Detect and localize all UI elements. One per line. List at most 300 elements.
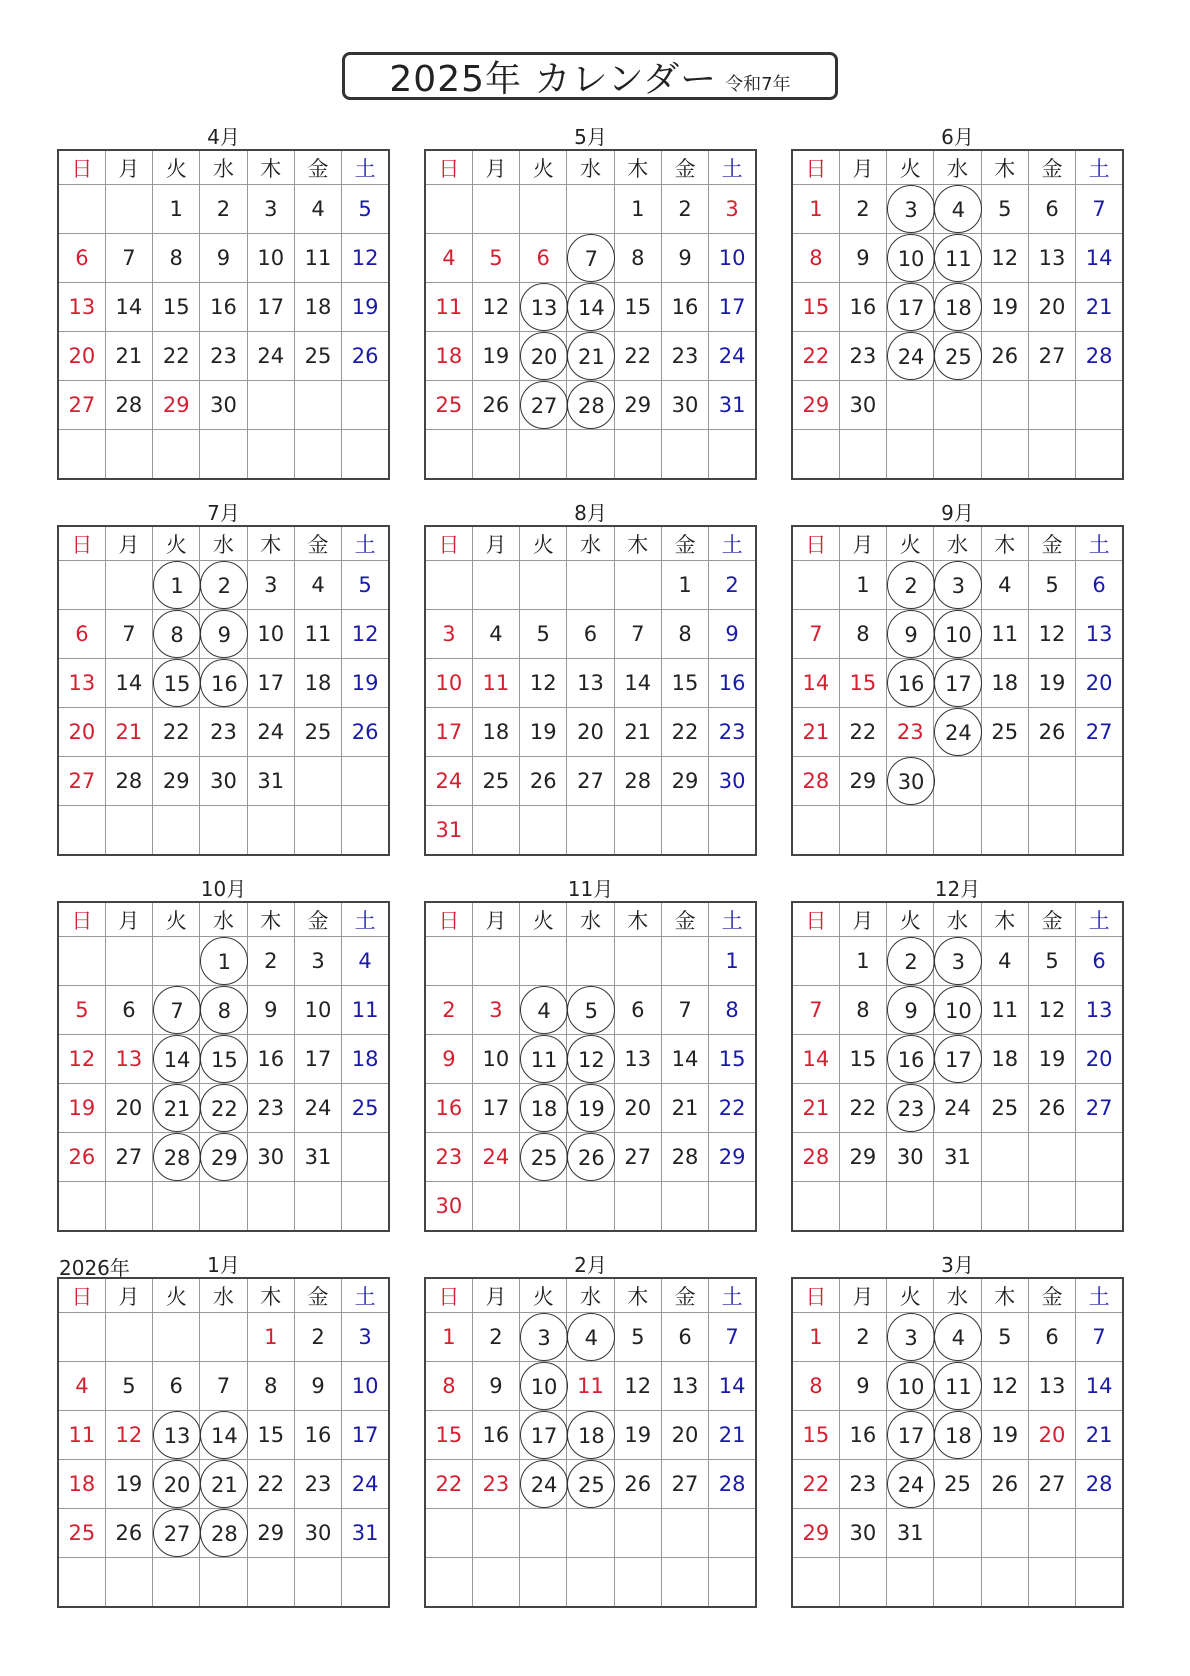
day-number: 18 (991, 671, 1019, 695)
day-number: 1 (809, 197, 823, 221)
day-cell (661, 1362, 708, 1411)
day-cell (520, 806, 567, 856)
day-cell (58, 1362, 105, 1411)
day-number: 25 (304, 344, 332, 368)
week-row (792, 937, 1123, 986)
month-label: 7月 (207, 501, 240, 525)
circled-day-number: 28 (200, 1509, 248, 1557)
day-number: 3 (264, 197, 278, 221)
weekday-header: 日 (58, 526, 105, 561)
circled-day-number: 28 (153, 1133, 201, 1181)
day-cell (839, 1558, 886, 1608)
weekday-header: 木 (981, 150, 1028, 185)
day-cell (520, 430, 567, 480)
month-table (57, 525, 390, 856)
day-number: 26 (351, 720, 379, 744)
circled-day-number: 2 (200, 561, 248, 609)
day-number: 10 (304, 998, 332, 1022)
day-cell (425, 1133, 472, 1182)
circled-day-number: 21 (567, 332, 615, 380)
day-cell (247, 1460, 294, 1509)
day-cell (1076, 708, 1123, 757)
month-label: 8月 (574, 501, 607, 525)
day-cell (934, 1558, 981, 1608)
day-cell (839, 708, 886, 757)
month-calendar (424, 877, 757, 1232)
day-cell (247, 757, 294, 806)
day-cell (200, 986, 247, 1035)
day-cell (661, 1084, 708, 1133)
day-cell (1028, 1558, 1075, 1608)
day-number: 14 (115, 295, 143, 319)
circled-day-number: 11 (934, 1362, 982, 1410)
weekday-header: 月 (839, 902, 886, 937)
weekday-header: 金 (1028, 1278, 1075, 1313)
day-number: 8 (856, 998, 870, 1022)
day-cell (1076, 1411, 1123, 1460)
weekday-header: 金 (294, 1278, 341, 1313)
day-cell (247, 1313, 294, 1362)
day-number: 22 (718, 1096, 746, 1120)
circled-day-number: 11 (934, 234, 982, 282)
day-number: 29 (162, 769, 190, 793)
day-cell (1028, 1362, 1075, 1411)
circled-day-number: 17 (934, 659, 982, 707)
day-cell (661, 283, 708, 332)
day-cell (567, 1035, 614, 1084)
day-number: 13 (577, 671, 604, 695)
week-row (425, 1133, 756, 1182)
day-number: 14 (718, 1374, 746, 1398)
day-cell (200, 1035, 247, 1084)
weekday-header: 水 (200, 526, 247, 561)
weekday-header: 土 (709, 1278, 756, 1313)
day-cell (58, 283, 105, 332)
day-number: 11 (68, 1423, 96, 1447)
day-number: 5 (536, 622, 550, 646)
day-number: 20 (577, 720, 604, 744)
day-number: 12 (624, 1374, 652, 1398)
day-number: 8 (809, 246, 823, 270)
day-number: 28 (1085, 1472, 1113, 1496)
day-cell (105, 561, 152, 610)
day-cell (425, 1182, 472, 1232)
day-cell (934, 806, 981, 856)
day-number: 4 (358, 949, 372, 973)
month-label: 1月 (207, 1253, 240, 1277)
weekday-header: 火 (887, 150, 934, 185)
day-cell (981, 1362, 1028, 1411)
day-number: 4 (442, 246, 456, 270)
day-cell (200, 1558, 247, 1608)
day-number: 13 (624, 1047, 652, 1071)
day-number: 9 (725, 622, 739, 646)
day-cell (934, 1182, 981, 1232)
day-cell (934, 1133, 981, 1182)
circled-day-number: 2 (887, 561, 935, 609)
day-cell (661, 806, 708, 856)
day-number: 30 (210, 393, 237, 417)
day-cell (105, 1558, 152, 1608)
day-number: 30 (849, 393, 877, 417)
day-number: 15 (718, 1047, 746, 1071)
day-cell (709, 1558, 756, 1608)
day-cell (294, 1035, 341, 1084)
day-number: 25 (435, 393, 463, 417)
day-number: 1 (264, 1325, 278, 1349)
day-cell (1028, 332, 1075, 381)
day-number: 26 (1038, 720, 1066, 744)
day-number: 24 (257, 720, 285, 744)
day-cell (294, 430, 341, 480)
day-cell (425, 986, 472, 1035)
week-row (58, 1313, 389, 1362)
day-number: 28 (115, 393, 143, 417)
day-cell (839, 283, 886, 332)
day-cell (567, 283, 614, 332)
day-number: 9 (489, 1374, 503, 1398)
day-cell (153, 1133, 200, 1182)
day-cell (200, 1313, 247, 1362)
day-cell (472, 1362, 519, 1411)
day-number: 18 (435, 344, 463, 368)
weekday-header-row (58, 526, 389, 561)
week-row (792, 1035, 1123, 1084)
day-cell (520, 708, 567, 757)
week-row (425, 381, 756, 430)
day-cell (887, 1460, 934, 1509)
weekday-header: 金 (661, 1278, 708, 1313)
weekday-header: 火 (887, 902, 934, 937)
day-number: 6 (1045, 1325, 1059, 1349)
day-cell (294, 381, 341, 430)
circled-day-number: 1 (153, 561, 201, 609)
day-number: 16 (671, 295, 699, 319)
day-number: 8 (725, 998, 739, 1022)
day-number: 30 (896, 1145, 924, 1169)
circled-day-number: 17 (887, 1411, 935, 1459)
day-number: 18 (304, 295, 332, 319)
day-cell (105, 234, 152, 283)
week-row (792, 1509, 1123, 1558)
day-number: 31 (896, 1521, 924, 1545)
weekday-header: 木 (981, 526, 1028, 561)
day-cell (200, 937, 247, 986)
circled-day-number: 9 (887, 986, 935, 1034)
weekday-header-row (425, 1278, 756, 1313)
day-number: 5 (489, 246, 503, 270)
day-cell (661, 234, 708, 283)
day-cell (294, 610, 341, 659)
day-cell (1076, 659, 1123, 708)
day-cell (294, 1509, 341, 1558)
day-cell (520, 1035, 567, 1084)
month-calendar (57, 1253, 390, 1608)
week-row (792, 283, 1123, 332)
day-cell (981, 986, 1028, 1035)
day-number: 13 (68, 671, 96, 695)
day-cell (792, 708, 839, 757)
day-cell (981, 757, 1028, 806)
day-cell (567, 757, 614, 806)
week-row (425, 1460, 756, 1509)
day-cell (200, 806, 247, 856)
day-number: 7 (122, 622, 136, 646)
day-cell (934, 1362, 981, 1411)
weekday-header: 火 (520, 526, 567, 561)
day-cell (1076, 937, 1123, 986)
month-label: 10月 (200, 877, 247, 901)
day-cell (105, 806, 152, 856)
day-cell (520, 1362, 567, 1411)
day-cell (792, 185, 839, 234)
day-cell (839, 1133, 886, 1182)
day-cell (294, 1133, 341, 1182)
day-cell (105, 430, 152, 480)
day-cell (247, 430, 294, 480)
month-calendar (424, 1253, 757, 1608)
weekday-header: 火 (520, 902, 567, 937)
circled-day-number: 1 (200, 937, 248, 985)
day-cell (567, 1133, 614, 1182)
day-cell (58, 1084, 105, 1133)
day-cell (887, 561, 934, 610)
day-cell (792, 659, 839, 708)
day-cell (887, 937, 934, 986)
day-cell (567, 430, 614, 480)
day-number: 2 (489, 1325, 503, 1349)
day-cell (425, 659, 472, 708)
day-number: 8 (631, 246, 645, 270)
day-number: 5 (1045, 949, 1059, 973)
day-cell (247, 1182, 294, 1232)
day-cell (105, 1035, 152, 1084)
month-calendar (791, 877, 1124, 1232)
day-cell (934, 610, 981, 659)
day-cell (661, 986, 708, 1035)
day-cell (425, 430, 472, 480)
day-number: 12 (991, 1374, 1019, 1398)
circled-day-number: 8 (200, 986, 248, 1034)
day-number: 30 (304, 1521, 332, 1545)
week-row (58, 1460, 389, 1509)
day-cell (425, 1084, 472, 1133)
circled-day-number: 21 (200, 1460, 248, 1508)
day-cell (472, 708, 519, 757)
day-cell (614, 708, 661, 757)
day-cell (342, 1509, 389, 1558)
day-number: 21 (671, 1096, 699, 1120)
day-cell (1076, 1035, 1123, 1084)
day-number: 18 (351, 1047, 379, 1071)
week-row (425, 234, 756, 283)
day-cell (1028, 659, 1075, 708)
week-row (58, 659, 389, 708)
day-number: 20 (1085, 671, 1113, 695)
day-cell (661, 757, 708, 806)
day-cell (709, 610, 756, 659)
day-cell (472, 561, 519, 610)
week-row (792, 1133, 1123, 1182)
day-cell (520, 234, 567, 283)
day-cell (294, 185, 341, 234)
month-table (57, 149, 390, 480)
day-number: 26 (115, 1521, 143, 1545)
day-cell (520, 937, 567, 986)
day-cell (247, 986, 294, 1035)
weekday-header: 日 (792, 1278, 839, 1313)
day-cell (58, 757, 105, 806)
day-number: 1 (678, 573, 692, 597)
weekday-header-row (58, 150, 389, 185)
day-number: 11 (577, 1374, 604, 1398)
day-cell (887, 986, 934, 1035)
day-cell (1076, 757, 1123, 806)
day-cell (425, 937, 472, 986)
weekday-header: 火 (520, 1278, 567, 1313)
day-number: 17 (435, 720, 463, 744)
day-number: 5 (998, 1325, 1012, 1349)
day-cell (614, 986, 661, 1035)
day-number: 25 (68, 1521, 96, 1545)
day-cell (105, 1362, 152, 1411)
day-number: 8 (442, 1374, 456, 1398)
day-number: 15 (162, 295, 190, 319)
day-cell (709, 806, 756, 856)
day-cell (887, 430, 934, 480)
day-number: 2 (216, 197, 231, 221)
day-number: 31 (351, 1521, 379, 1545)
circled-day-number: 17 (520, 1411, 568, 1459)
day-cell (792, 1313, 839, 1362)
weekday-header: 水 (567, 902, 614, 937)
day-cell (342, 986, 389, 1035)
day-number: 12 (529, 671, 557, 695)
day-cell (661, 1509, 708, 1558)
day-cell (153, 1460, 200, 1509)
month-calendar (424, 501, 757, 856)
week-row (792, 185, 1123, 234)
day-cell (200, 610, 247, 659)
week-row (792, 430, 1123, 480)
day-cell (520, 1133, 567, 1182)
day-number: 18 (304, 671, 332, 695)
day-number: 22 (162, 344, 190, 368)
day-cell (153, 332, 200, 381)
day-cell (839, 1411, 886, 1460)
day-cell (661, 430, 708, 480)
day-cell (425, 708, 472, 757)
day-cell (105, 986, 152, 1035)
weekday-header-row (425, 902, 756, 937)
day-number: 27 (68, 393, 96, 417)
day-number: 6 (583, 622, 598, 646)
day-number: 22 (802, 344, 830, 368)
day-number: 23 (671, 344, 699, 368)
month-label: 3月 (941, 1253, 974, 1277)
day-cell (472, 1411, 519, 1460)
day-cell (247, 610, 294, 659)
day-cell (567, 806, 614, 856)
day-cell (105, 708, 152, 757)
day-cell (887, 757, 934, 806)
week-row (792, 381, 1123, 430)
day-number: 27 (624, 1145, 652, 1169)
week-row (792, 659, 1123, 708)
day-number: 6 (631, 998, 645, 1022)
day-cell (614, 659, 661, 708)
weekday-header: 火 (887, 526, 934, 561)
day-cell (472, 1558, 519, 1608)
day-number: 29 (671, 769, 699, 793)
day-cell (1028, 1460, 1075, 1509)
circled-day-number: 16 (200, 659, 248, 707)
day-cell (709, 430, 756, 480)
day-number: 3 (725, 197, 739, 221)
circled-day-number: 14 (153, 1035, 201, 1083)
weekday-header: 火 (153, 1278, 200, 1313)
circled-day-number: 13 (153, 1411, 201, 1459)
week-row (425, 332, 756, 381)
day-cell (342, 1558, 389, 1608)
day-cell (614, 1084, 661, 1133)
day-number: 13 (1085, 622, 1113, 646)
circled-day-number: 10 (934, 610, 982, 658)
day-cell (792, 757, 839, 806)
day-number: 23 (435, 1145, 463, 1169)
day-number: 26 (482, 393, 510, 417)
day-cell (1028, 381, 1075, 430)
weekday-header: 木 (614, 902, 661, 937)
day-cell (425, 1362, 472, 1411)
day-cell (792, 234, 839, 283)
day-cell (58, 1313, 105, 1362)
day-cell (661, 1460, 708, 1509)
day-cell (105, 1509, 152, 1558)
day-number: 22 (435, 1472, 463, 1496)
day-cell (614, 430, 661, 480)
day-cell (1076, 283, 1123, 332)
weekday-header-row (792, 150, 1123, 185)
day-cell (1076, 1509, 1123, 1558)
day-number: 4 (75, 1374, 89, 1398)
day-number: 6 (1092, 949, 1106, 973)
day-number: 11 (351, 998, 379, 1022)
day-cell (105, 1313, 152, 1362)
day-number: 12 (991, 246, 1019, 270)
day-cell (58, 561, 105, 610)
day-cell (792, 937, 839, 986)
day-cell (247, 1558, 294, 1608)
day-cell (792, 332, 839, 381)
day-cell (200, 1182, 247, 1232)
day-cell (709, 1411, 756, 1460)
day-number: 21 (115, 344, 143, 368)
day-number: 12 (115, 1423, 143, 1447)
day-number: 13 (115, 1047, 143, 1071)
weekday-header: 金 (661, 902, 708, 937)
day-number: 9 (311, 1374, 325, 1398)
weekday-header: 金 (661, 526, 708, 561)
day-cell (661, 1133, 708, 1182)
week-row (792, 1558, 1123, 1608)
weekday-header: 土 (342, 902, 389, 937)
day-cell (709, 1035, 756, 1084)
week-row (58, 986, 389, 1035)
week-row (792, 1313, 1123, 1362)
day-cell (425, 1411, 472, 1460)
day-number: 17 (257, 671, 285, 695)
